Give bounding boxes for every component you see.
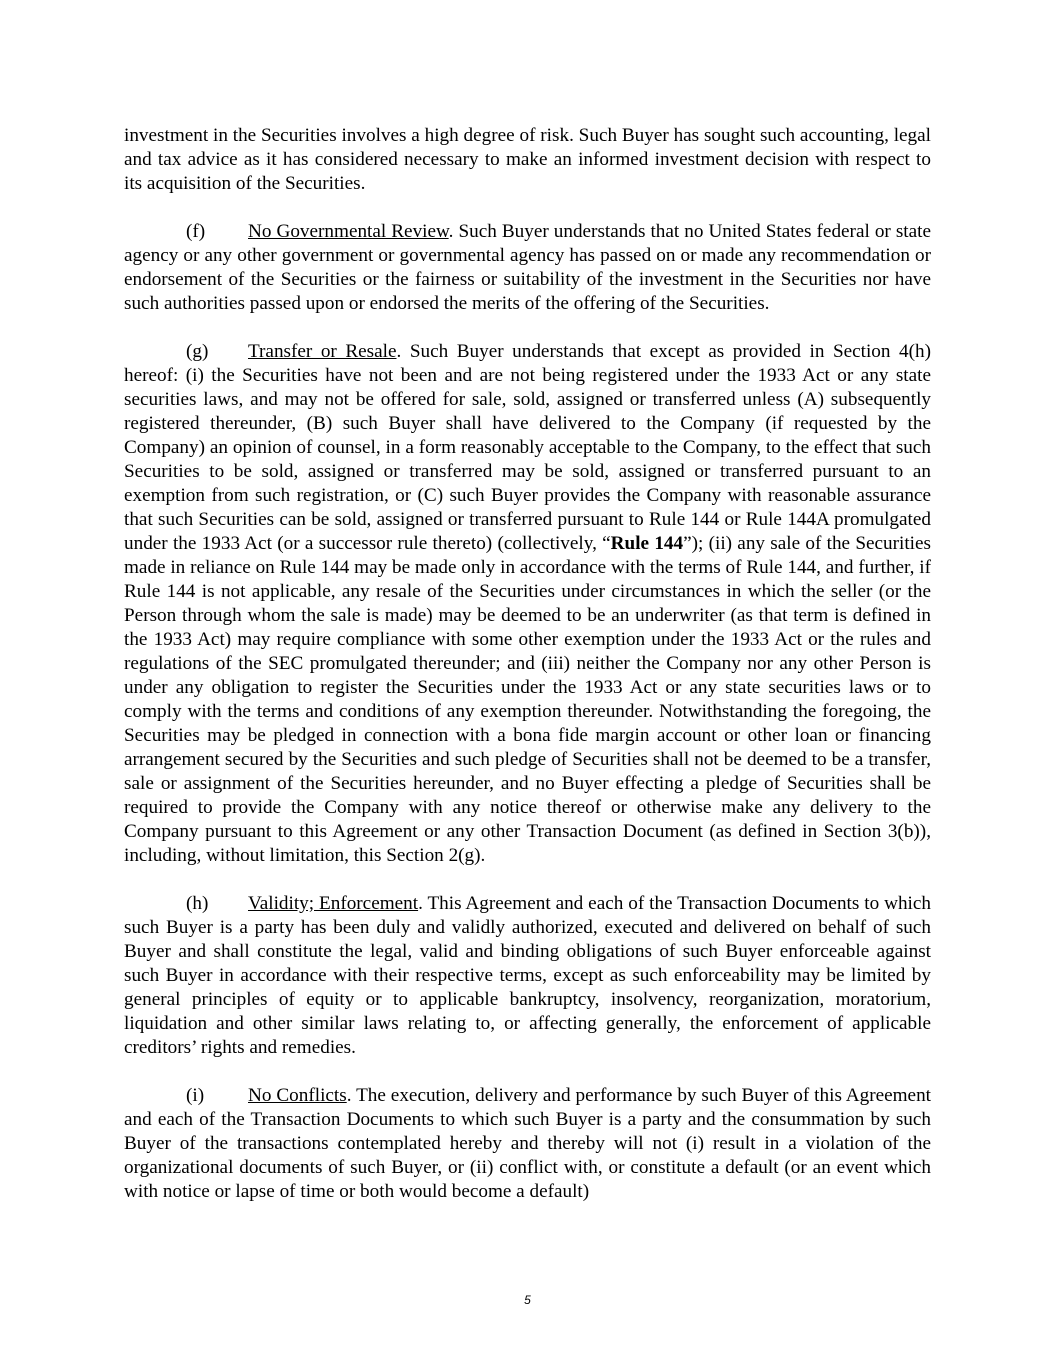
section-h (124, 892, 931, 1060)
continuation-paragraph: investment in the Securities involves a high degree of risk. Such Buyer has sought such accounting, legal and tax advice as it has considered necessary to make an informed investment decision with respect to its acquisition of the Securities. (124, 125, 931, 194)
section-g-body-a: . Such Buyer understands that except as provided in Section 4(h) hereof: (i) the Securities have not been and are not being registered under the 1933 Act or any state securities laws, and may not be offered for sale, sold, assigned or transferred unless (A) subsequently registered thereunder, (B) such Buyer shall have delivered to the Company (if requested by the Company) an opinion of counsel, in a form reasonably acceptable to the Company, to the effect that such Securities to be sold, assigned or transferred may be sold, assigned or transferred pursuant to an exemption from such registration, or (C) such Buyer provides the Company with reasonable assurance that such Securities can be sold, assigned or transferred pursuant to Rule 144 or Rule 144A promulgated under the 1933 Act (or a successor rule thereto) (collectively, “ (124, 341, 931, 554)
section-g-body-b: ”); (ii) any sale of the Securities made in reliance on Rule 144 may be made only in accordance with the terms of Rule 144, and further, if Rule 144 is not applicable, any resale of the Securities under circumstances in which the seller (or the Person through whom the sale is made) may be deemed to be an underwriter (as that term is defined in the 1933 Act) may require compliance with some other exemption under the 1933 Act or the rules and regulations of the SEC promulgated thereunder; and (iii) neither the Company nor any other Person is under any obligation to register the Securities under the 1933 Act or any state securities laws or to comply with the terms and conditions of any exemption thereunder. Notwithstanding the foregoing, the Securities may be pledged in connection with a bona fide margin account or other loan or financing arrangement secured by the Securities and such pledge of Securities shall not be deemed to be a transfer, sale or assignment of the Securities hereunder, and no Buyer effecting a pledge of Securities shall be required to provide the Company with any notice thereof or otherwise make any delivery to the Company pursuant to this Agreement or any other Transaction Document (as defined in Section 3(b)), including, without limitation, this Section 2(g). (124, 533, 931, 866)
section-f-label: (f) (186, 221, 206, 242)
section-i-body: . The execution, delivery and performance by such Buyer of this Agreement and each of the Transaction Documents to which such Buyer is a party and the consummation by such Buyer of the transactions contemplated hereby and thereby will not (i) result in a violation of the organizational documents of such Buyer, or (ii) conflict with, or constitute a default (or an event which with notice or lapse of time or both would become a default) (124, 1085, 931, 1202)
section-g (124, 340, 931, 868)
section-h-heading: Validity; Enforcement (248, 893, 419, 914)
section-i-heading: No Conflicts (248, 1085, 347, 1106)
section-i-label: (i) (186, 1085, 205, 1106)
section-h-body: . This Agreement and each of the Transaction Documents to which such Buyer is a party has been duly and validly authorized, executed and delivered on behalf of such Buyer and shall constitute the legal, valid and binding obligations of such Buyer enforceable against such Buyer in accordance with their respective terms, except as such enforceability may be limited by general principles of equity or to applicable bankruptcy, insolvency, reorganization, moratorium, liquidation and other similar laws relating to, or affecting generally, the enforcement of applicable creditors’ rights and remedies. (124, 893, 931, 1058)
defined-term-rule-144: Rule 144 (610, 533, 684, 554)
section-f-heading: No Governmental Review (248, 221, 449, 242)
section-g-label: (g) (186, 341, 209, 362)
section-i (124, 1084, 931, 1204)
document-page (124, 124, 931, 1228)
section-g-heading: Transfer or Resale (248, 341, 397, 362)
section-h-label: (h) (186, 893, 209, 914)
section-f (124, 220, 931, 316)
page-number: 5 (524, 1293, 531, 1307)
section-f-body: . Such Buyer understands that no United States federal or state agency or any other government or governmental agency has passed on or made any recommendation or endorsement of the Securities or the fairness or suitability of the investment in the Securities nor have such authorities passed upon or endorsed the merits of the offering of the Securities. (124, 221, 931, 314)
